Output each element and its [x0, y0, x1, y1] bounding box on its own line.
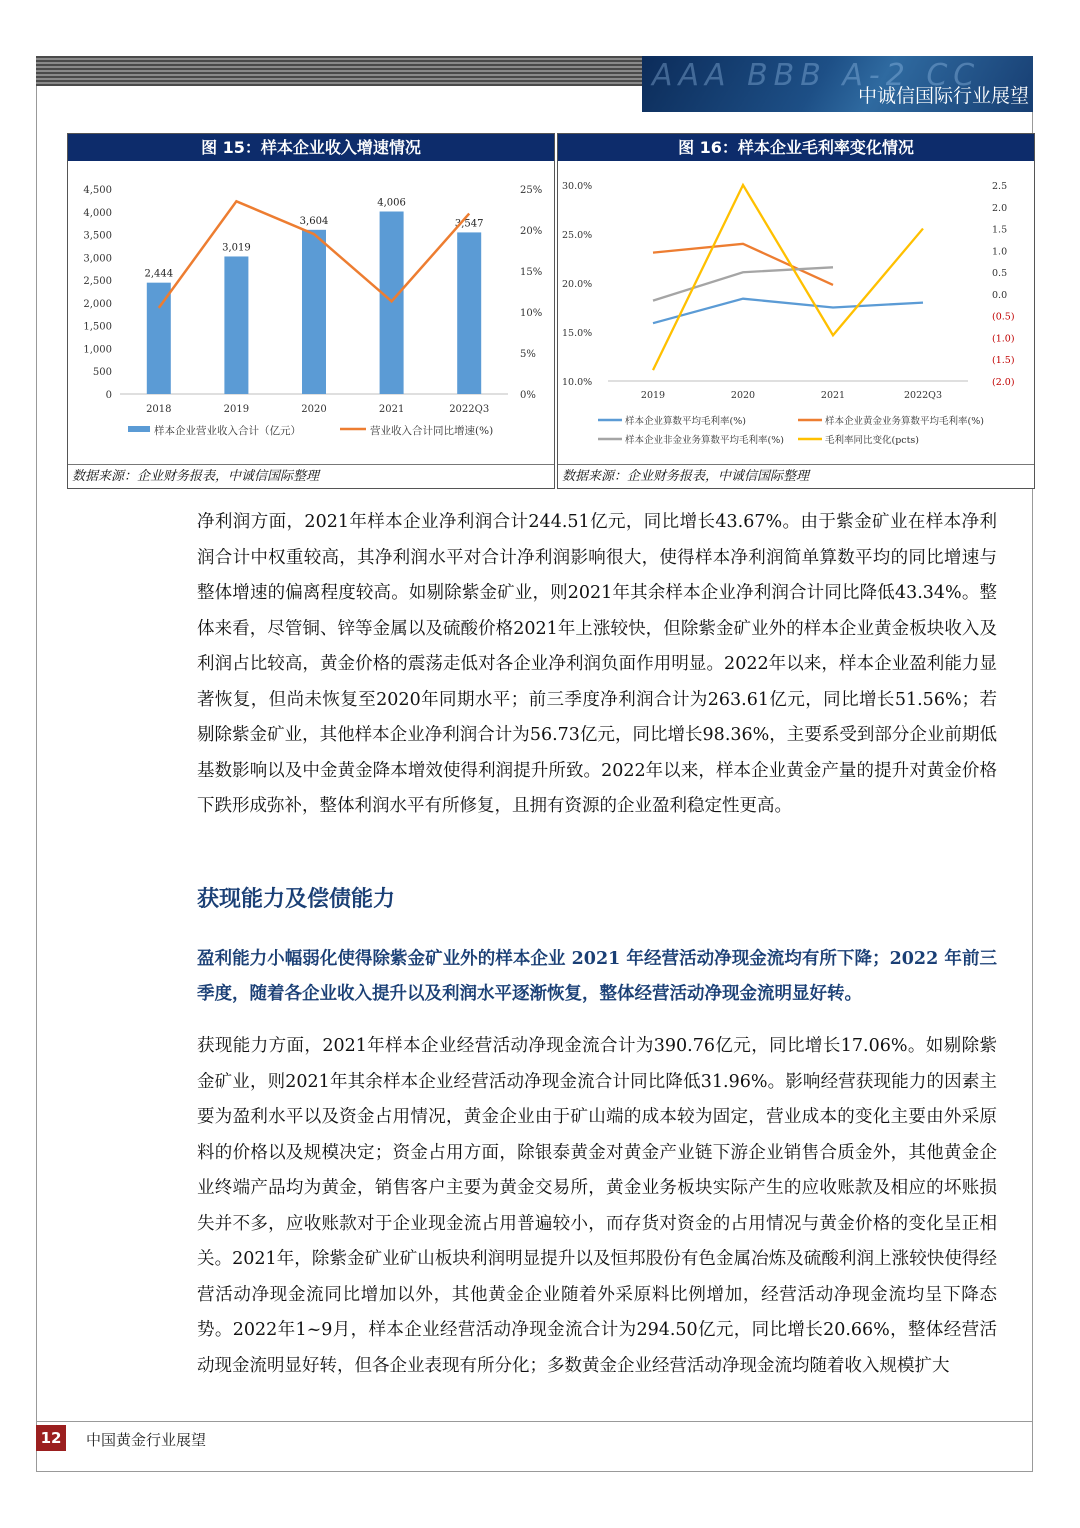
header-banner [642, 56, 1033, 112]
y-tick-right-label: 1.5 [992, 224, 1008, 236]
series-line-4 [653, 185, 923, 370]
y-tick-left-label: 2,000 [83, 298, 112, 310]
figure-15-title: 图 15：样本企业收入增速情况 [68, 134, 554, 161]
bar-data-label: 3,604 [299, 215, 329, 227]
y-tick-left-label: 30.0% [562, 181, 593, 192]
y-tick-left-label: 20.0% [562, 279, 593, 290]
y-tick-left-label: 4,500 [83, 185, 112, 196]
figure-15 [67, 133, 555, 489]
x-tick-label: 2020 [730, 390, 756, 401]
y-tick-left-label: 3,000 [83, 253, 112, 265]
y-tick-right-label: (0.5) [992, 311, 1015, 323]
legend-label: 样本企业非金业务算数平均毛利率(%) [625, 435, 784, 446]
bar-data-label: 3,019 [222, 242, 251, 254]
bar-data-label: 3,547 [454, 218, 484, 230]
bar [224, 256, 248, 394]
section-lead: 盈利能力小幅弱化使得除紫金矿业外的样本企业 2021 年经营活动净现金流均有所下降；2022 年前三季度，随着各企业收入提升以及利润水平逐渐恢复，整体经营活动净现金流明显好转。 [197, 949, 997, 1004]
figure-16 [557, 133, 1035, 489]
legend-label: 样本企业黄金业务算数平均毛利率(%) [825, 416, 984, 427]
y-tick-left-label: 500 [92, 367, 112, 379]
bar [147, 283, 171, 394]
footer-divider [36, 1421, 1033, 1422]
x-tick-label: 2019 [223, 404, 250, 415]
footer-title: 中国黄金行业展望 [86, 1431, 207, 1449]
figure-16-title: 图 16：样本企业毛利率变化情况 [558, 134, 1034, 161]
y-tick-right-label: 2.5 [992, 181, 1008, 192]
y-tick-right-label: 25% [520, 185, 543, 196]
revenue-chart-svg [68, 161, 554, 463]
y-tick-right-label: 2.0 [992, 202, 1008, 214]
paragraph-cash-flow: 获现能力方面，2021年样本企业经营活动净现金流合计为390.76亿元，同比增长17.06%。如剔除紫金矿业，则2021年其余样本企业经营活动净现金流合计同比降低31.96%。影响经营获现能力的因素主要为盈利水平以及资金占用情况，黄金企业由于矿山端的成本较为固定，营业成本的变化主要由外采原料的价格以及规模决定；资金占用方面，除银泰黄金对黄金产业链下游企业销售合质金外，其他黄金企业终端产品均为黄金，销售客户主要为黄金交易所，黄金业务板块实际产生的应收账款及相应的坏账损失并不多，应收账款对于企业现金流占用普遍较小，而存货对资金的占用情况与黄金价格的变化呈正相关。2021年，除紫金矿业矿山板块利润明显提升以及恒邦股份有色金属冶炼及硫酸利润上涨较快使得经营活动净现金流同比增加以外，其他黄金企业随着外采原料比例增加，经营活动净现金流均呈下降态势。2022年1~9月，样本企业经营活动净现金流合计为294.50亿元，同比增长20.66%，整体经营活动现金流明显好转，但各企业表现有所分化；多数黄金企业经营活动净现金流均随着收入规模扩大 [197, 1036, 997, 1376]
x-tick-label: 2020 [301, 404, 327, 415]
header-stripe-bar [36, 56, 642, 86]
y-tick-right-label: 15% [520, 267, 543, 278]
y-tick-left-label: 2,500 [83, 276, 112, 288]
x-tick-label: 2021 [820, 390, 846, 401]
y-tick-left-label: 0 [105, 390, 112, 401]
y-tick-left-label: 1,000 [83, 344, 112, 356]
y-tick-right-label: 1.0 [992, 246, 1008, 258]
x-tick-label: 2019 [640, 390, 666, 401]
legend-swatch-bar [128, 426, 150, 432]
x-tick-label: 2018 [146, 404, 172, 415]
y-tick-left-label: 4,000 [83, 207, 112, 219]
bar-data-label: 4,006 [377, 197, 406, 209]
section-heading: 获现能力及偿债能力 [197, 887, 396, 912]
figure-16-chart [558, 161, 1034, 463]
legend-label: 样本企业算数平均毛利率(%) [625, 416, 746, 427]
banner-decoration: AAA BBB A-2 CC [652, 58, 981, 93]
paragraph-net-profit: 净利润方面，2021年样本企业净利润合计244.51亿元，同比增长43.67%。由于紫金矿业在样本净利润合计中权重较高，其净利润水平对合计净利润影响很大，使得样本净利润简单算数平均的同比增速与整体增速的偏离程度较高。如剔除紫金矿业，则2021年其余样本企业净利润合计同比降低43.34%。整体来看，尽管铜、锌等金属以及硫酸价格2021年上涨较快，但除紫金矿业外的样本企业黄金板块收入及利润占比较高，黄金价格的震荡走低对各企业净利润负面作用明显。2022年以来，样本企业盈利能力显著恢复，但尚未恢复至2020年同期水平；前三季度净利润合计为263.61亿元，同比增长51.56%；若剔除紫金矿业，其他样本企业净利润合计为56.73亿元，同比增长98.36%，主要系受到部分企业前期低基数影响以及中金黄金降本增效使得利润提升所致。2022年以来，样本企业黄金产量的提升对黄金价格下跌形成弥补，整体利润水平有所修复，且拥有资源的企业盈利稳定性更高。 [197, 512, 997, 816]
bar-data-label: 2,444 [144, 268, 174, 280]
series-line-2 [653, 244, 833, 285]
figure-16-source: 数据来源：企业财务报表，中诚信国际整理 [558, 464, 1034, 488]
x-tick-label: 2021 [378, 404, 405, 415]
y-tick-left-label: 10.0% [562, 377, 593, 388]
y-tick-right-label: 0% [520, 390, 536, 401]
x-tick-label: 2022Q3 [449, 404, 490, 415]
legend-label-revenue: 样本企业营业收入合计（亿元） [154, 425, 301, 437]
margin-chart-svg [558, 161, 1034, 463]
banner-title: 中诚信国际行业展望 [857, 85, 1029, 107]
page-number: 12 [36, 1425, 66, 1451]
y-tick-right-label: (2.0) [992, 377, 1015, 388]
y-tick-right-label: 0.0 [992, 289, 1008, 301]
x-tick-label: 2022Q3 [903, 390, 943, 401]
y-tick-right-label: (1.0) [992, 333, 1015, 345]
figure-15-source: 数据来源：企业财务报表，中诚信国际整理 [68, 464, 554, 488]
figure-15-chart [68, 161, 554, 463]
y-tick-left-label: 15.0% [562, 328, 593, 339]
y-tick-right-label: 20% [520, 226, 543, 237]
bar [457, 232, 481, 394]
legend-label: 毛利率同比变化(pcts) [825, 435, 920, 446]
y-tick-right-label: (1.5) [992, 355, 1015, 367]
legend-label-growth: 营业收入合计同比增速(%) [370, 425, 494, 437]
y-tick-right-label: 0.5 [992, 268, 1008, 280]
y-tick-left-label: 3,500 [83, 230, 112, 242]
y-tick-right-label: 5% [520, 349, 536, 360]
y-tick-right-label: 10% [520, 308, 543, 319]
y-tick-left-label: 1,500 [83, 321, 112, 333]
y-tick-left-label: 25.0% [562, 230, 593, 241]
series-line-1 [653, 299, 923, 324]
bar [302, 230, 326, 394]
